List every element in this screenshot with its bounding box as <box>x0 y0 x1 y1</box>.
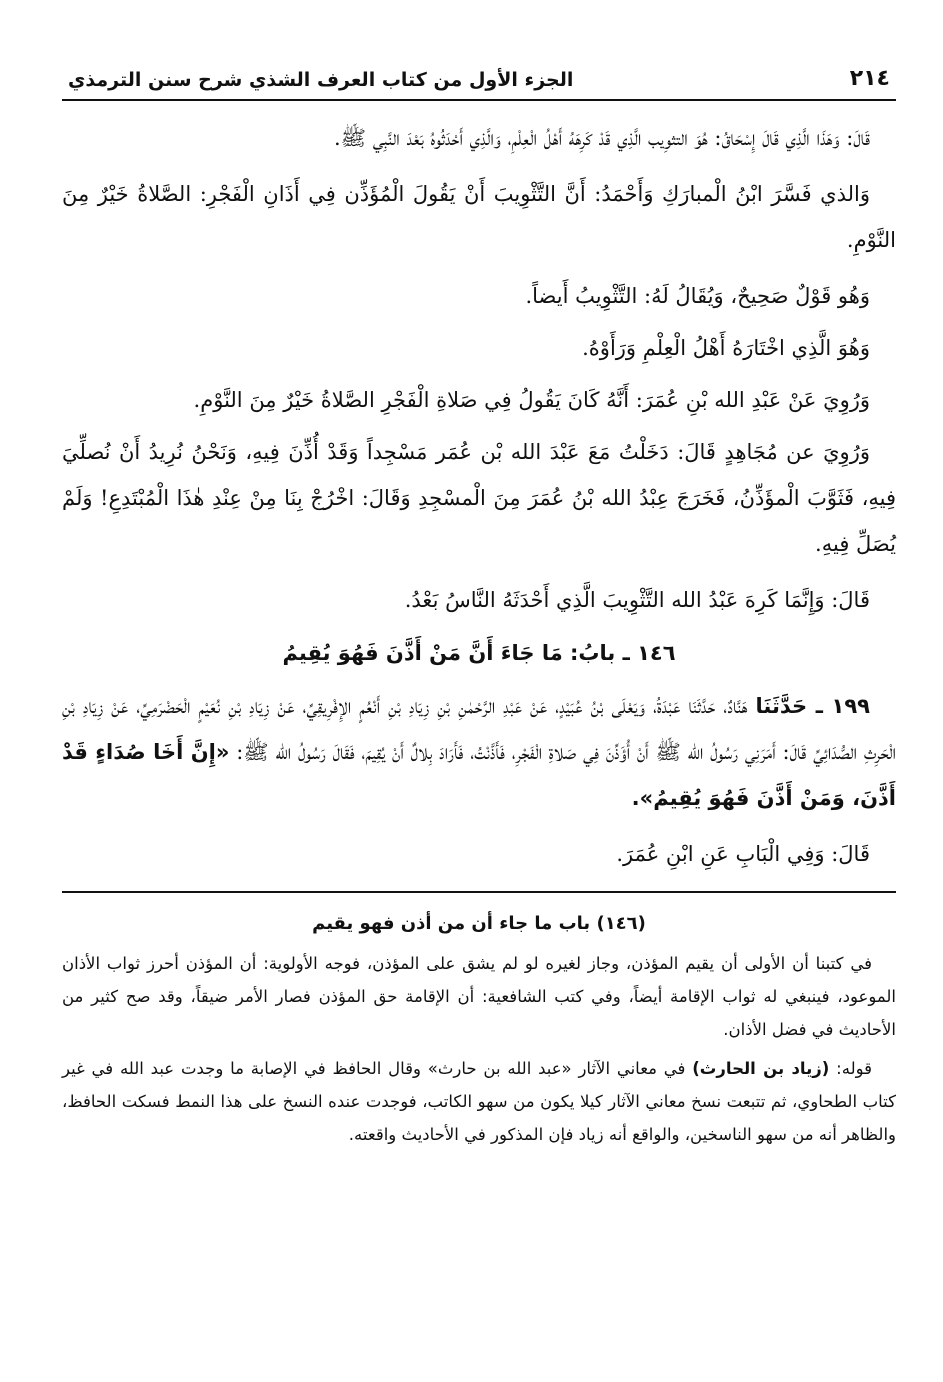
text-paragraph: وَالذي فَسَّرَ ابْنُ الْمبارَكِ وَأَحْمَدُ: أَنَّ التَّثْوِيبَ أَنْ يَقُولَ الْمُؤَذِّن فِي أَذَانِ الْفَجْرِ: الصَّلاةُ خَيْرٌ مِنَ النَّوْمِ. <box>62 182 896 252</box>
closing-paragraph: قَالَ: وَفِي الْبَابِ عَنِ ابْنِ عُمَرَ. <box>616 842 870 866</box>
page-number: ٢١٤ <box>849 66 890 91</box>
running-head <box>62 55 896 101</box>
hadith-quote: «إِنَّ أَخَا صُدَاءٍ قَدْ أَذَّنَ، وَمَنْ أَذَّنَ فَهُوَ يُقِيمُ». <box>62 740 896 810</box>
footnote-divider <box>62 891 896 893</box>
book-title: الجزء الأول من كتاب العرف الشذي شرح سنن الترمذي <box>68 69 574 91</box>
text-paragraph: وَرُوِيَ عن مُجَاهِدٍ قَالَ: دَخَلْتُ مَعَ عَبْدَ الله بْن عُمَر مَسْجِداً وَقَدْ أُذِّنَ فِيهِ، وَنَحْنُ نُرِيدُ أَنْ نُصلِّيَ فِيهِ، فَثَوَّبَ الْمؤَذِّنُ، فَخَرَجَ عِبْدُ الله بْنُ عُمَرَ مِنَ الْمسْجِدِ وَقَالَ: اخْرُجْ بِنَا مِنْ عِنْدِ هٰذَا الْمُبْتَدِعِ! وَلَمْ يُصَلِّ فِيهِ. <box>62 440 896 556</box>
hadith-paragraph <box>62 683 896 821</box>
commentary-term: (زياد بن الحارث) <box>692 1059 830 1078</box>
text-paragraph: قَالَ: وَهَذَا الَّذِي قَالَ إِسْحَاقُ: هُوَ التثوِيب الَّذِي قَدْ كَرِهَهُ أَهْلُ الْعِلْمِ، وَالَّذِي أَحْدَثُوهُ بَعْدَ النَّبِي ﷺ. <box>333 126 870 150</box>
chapter-heading: ١٤٦ ـ بابُ: مَا جَاءَ أَنَّ مَنْ أَذَّنَ فَهُوَ يُقِيمُ <box>282 641 676 665</box>
hadith-number: ١٩٩ ـ حَدَّثَنَا <box>755 694 870 718</box>
main-text <box>62 115 896 877</box>
text-paragraph: قَالَ: وَإِنَّمَا كَرِهَ عَبْدُ الله التَّثْوِيبَ الَّذِي أَحْدَثَهُ النَّاسُ بَعْدُ. <box>404 588 870 612</box>
commentary-rest: في معاني الآثار «عبد الله بن حارث» وقال الحافظ في الإصابة ما وجدت عبد الله في غير كتاب الطحاوي، ثم تتبعت نسخ معاني الآثار كيلا يكون من سهو الكاتب، فوجدت عنده النسخ على هذا النمط فسكت الحافظ، والظاهر أنه من سهو الناسخين، والواقع أنه زياد فإن المذكور في الأحاديث واقعته. <box>62 1059 896 1144</box>
commentary-paragraph: في كتبنا أن الأولى أن يقيم المؤذن، وجاز لغيره لو لم يشق على المؤذن، فوجه الأولوية: أن المؤذن أحرز ثواب الأذان الموعود، فينبغي له ثواب الإقامة أيضاً، وفي كتب الشافعية: أن الإقامة حق المؤذن فصار الأمر ضيقاً، وقد صح كثير من الأحاديث في فضل الأذان. <box>62 954 896 1039</box>
commentary-section <box>62 907 896 1151</box>
text-paragraph: وَهُوَ الَّذِي اخْتَارَهُ أَهْلُ الْعِلْمِ وَرَأَوْهُ. <box>582 336 870 360</box>
text-paragraph: وَرُوِيَ عَنْ عَبْدِ الله بْنِ عُمَرَ: أَنَّهُ كَانَ يَقُولُ فِي صَلاةِ الْفَجْرِ الصَّلاةُ خَيْرٌ مِنَ النَّوْمِ. <box>193 388 870 412</box>
commentary-title: (١٤٦) باب ما جاء أن من أذن فهو يقيم <box>312 913 646 934</box>
commentary-paragraph <box>62 1052 896 1151</box>
book-page <box>62 55 896 1157</box>
text-paragraph: وَهُو قَوْلٌ صَحِيحٌ، وَيُقَالُ لَهُ: التَّثْوِيبُ أَيضاً. <box>525 284 870 308</box>
commentary-lead: قوله: <box>829 1059 873 1078</box>
hadith-chain: هَنَّادٌ، حَدَّثَنَا عَبْدَةُ، وَيَعْلَى بْنُ عُبَيْدٍ، عَنْ عَبْدِ الرَّحْمٰنِ بْنِ زِيَادِ بْنِ أَنْعُمٍ الإِفْرِيقِيِّ، عَنْ زِيَادِ بْنِ نُعَيْمٍ الْحَضْرَمِيِّ، عَنْ زِيَادِ بْنِ الْحَرِثِ الصُّدَائِيِّ قَالَ: أَمَرَنِي رَسُولُ الله ﷺ أَنْ أُؤَذِّنَ فِي صَلاةِ الْفَجْرِ، فَأَذَّنْتُ، فَأَرَادَ بِلالٌ أَنْ يُقِيمَ، فَقَالَ رَسُولُ الله ﷺ: <box>62 694 897 764</box>
